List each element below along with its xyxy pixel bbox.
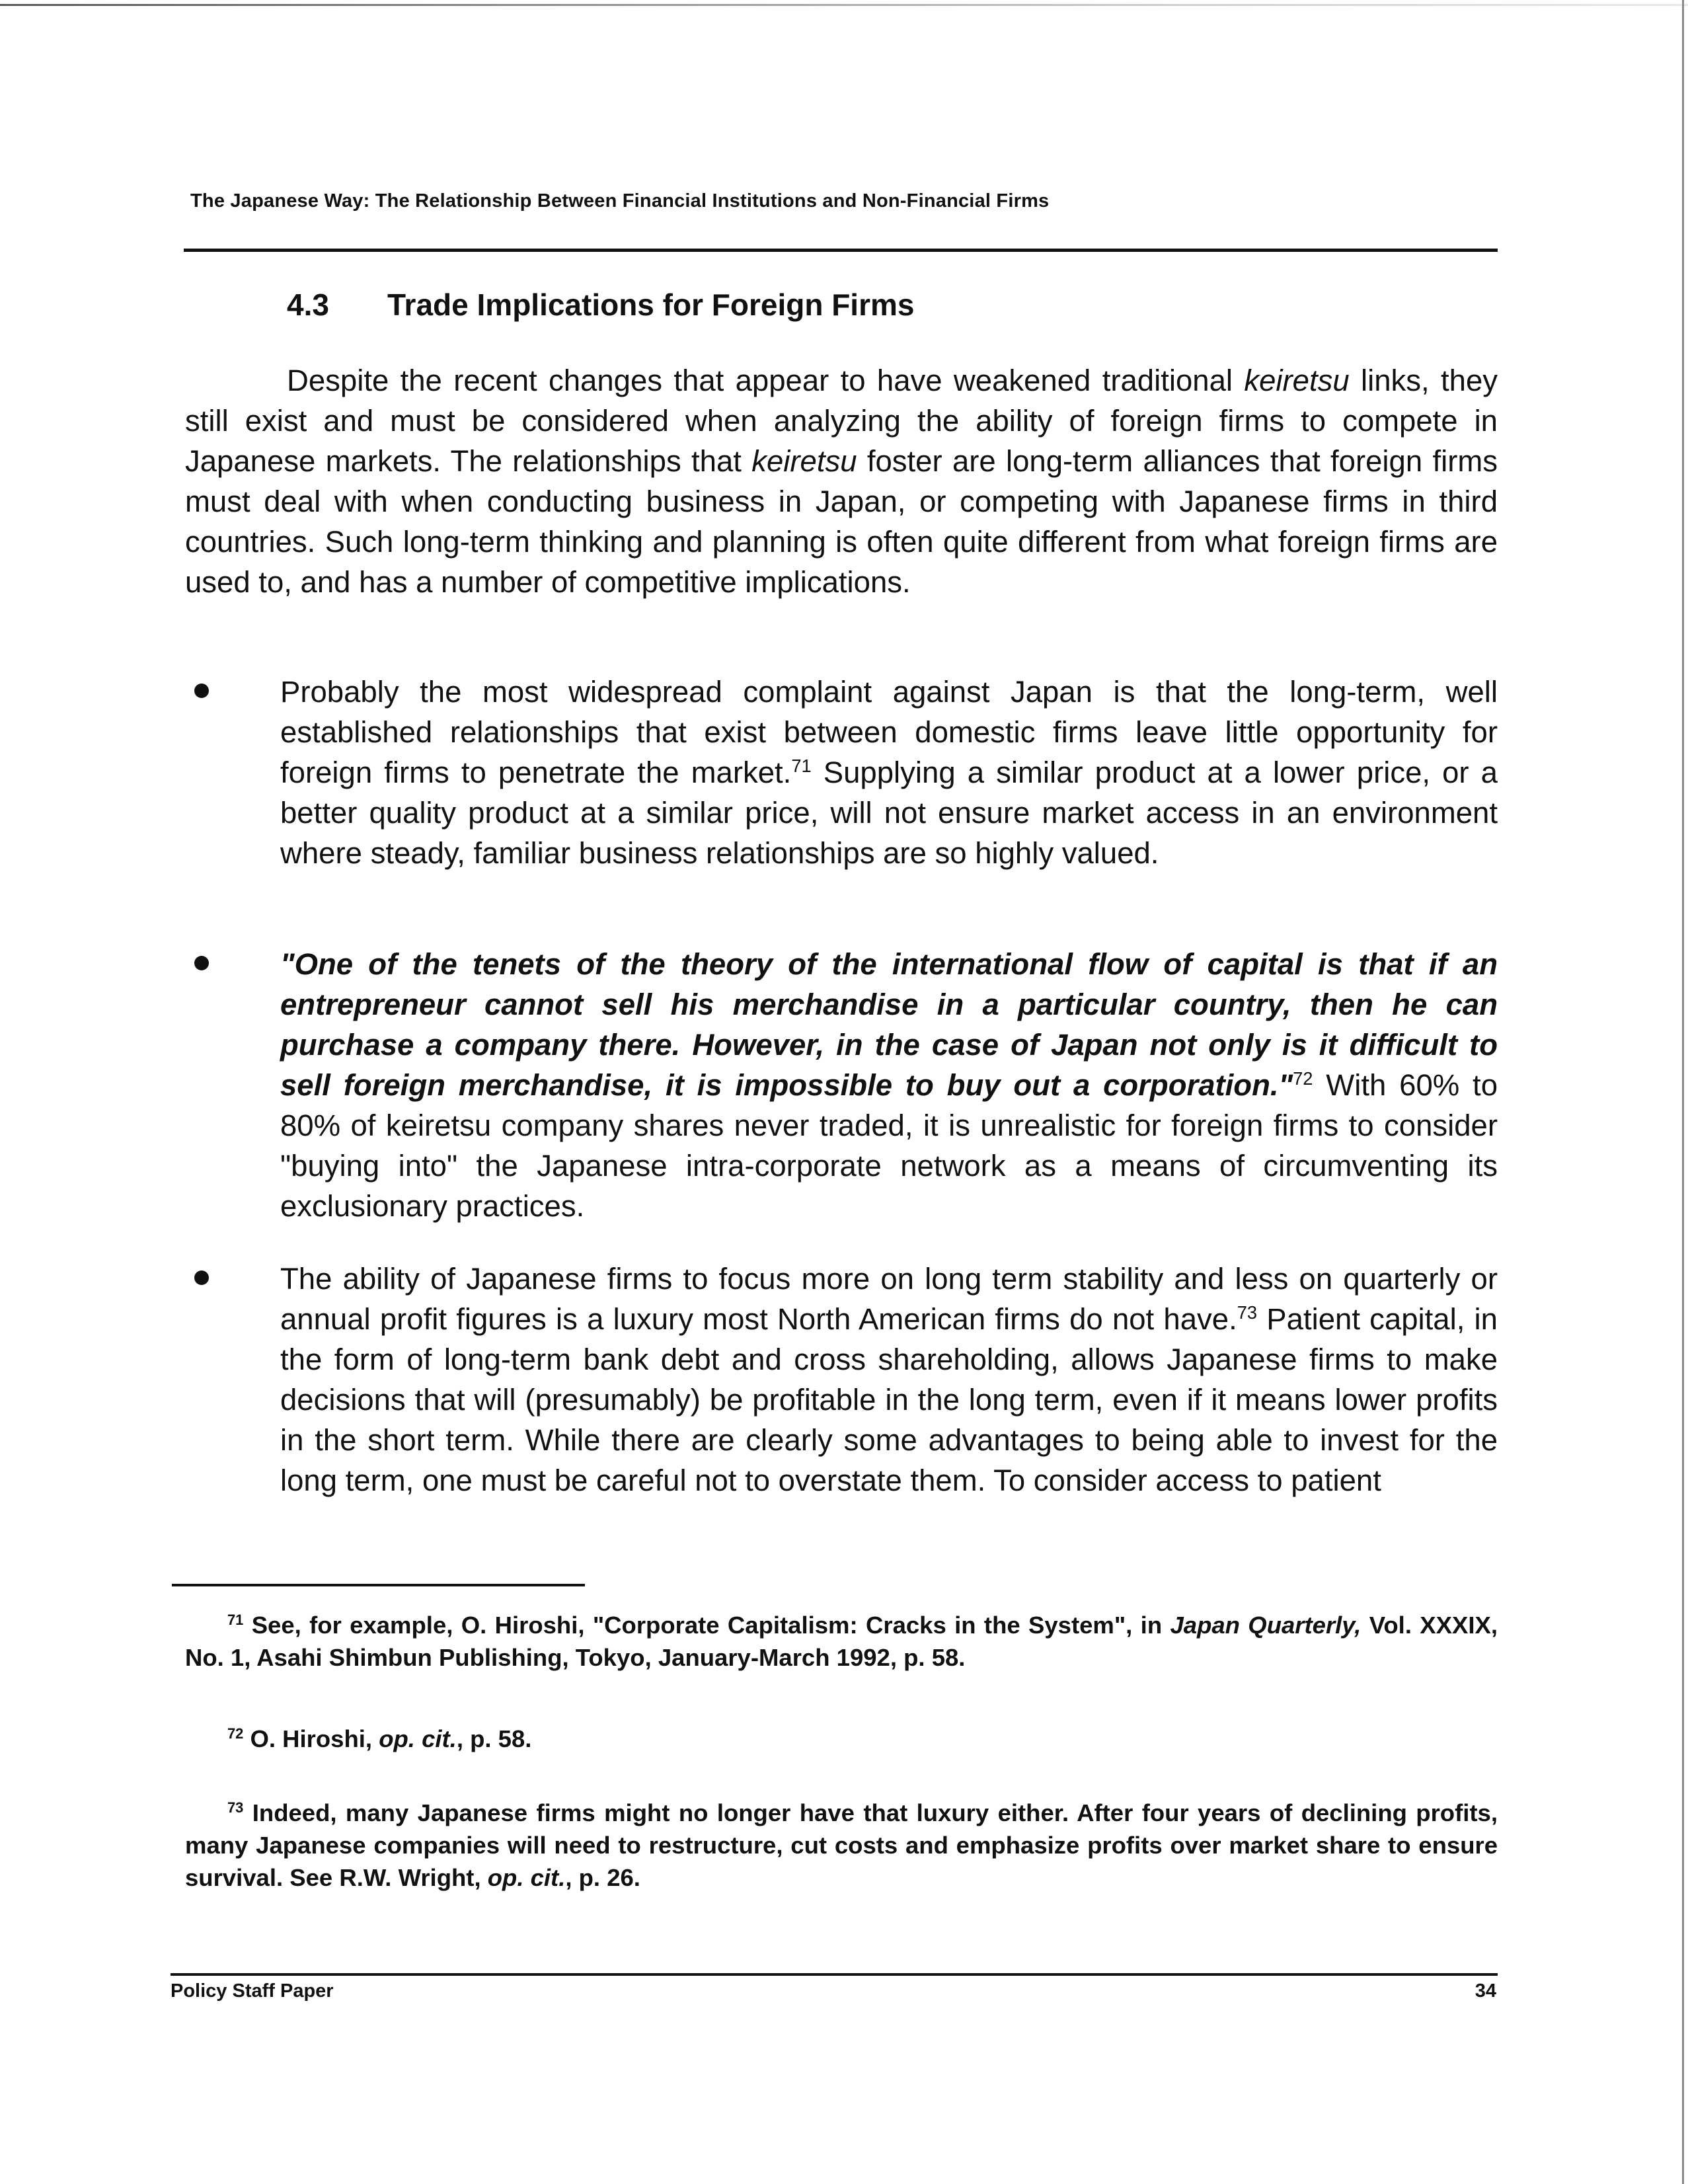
intro-keiretsu-2: keiretsu — [751, 444, 857, 478]
bullet-text-2 — [280, 944, 1498, 1226]
bullet-2-quote: "One of the tenets of the theory of the international flow of capital is that if an entrepreneur cannot sell his merchandise in a particular country, then he can purchase a company there. However, in the case of Japan not only is it difficult to sell foreign merchandise, it is impossible to buy out a corporation." — [280, 947, 1498, 1102]
footnote-number: 72 — [227, 1725, 244, 1742]
bullet-text-3 — [280, 1259, 1498, 1501]
footnote-72 — [185, 1723, 1498, 1755]
footnote-number: 73 — [227, 1799, 244, 1816]
footnote-separator — [172, 1584, 585, 1586]
footnote-71-text-a: See, for example, O. Hiroshi, "Corporate Capitalism: Cracks in the System", in — [243, 1612, 1170, 1639]
bullet-dot-icon — [194, 956, 209, 970]
footnote-72-opcit: op. cit. — [379, 1725, 457, 1752]
bullet-1-text-b: Supplying a similar product at a lower price, or a better quality product at a similar price, will not ensure market access in an environment where steady, familiar business relationships are so highly valued. — [280, 756, 1498, 870]
footnote-73 — [185, 1797, 1498, 1894]
scan-edge-top — [0, 4, 1688, 6]
section-title: Trade Implications for Foreign Firms — [387, 288, 915, 322]
bullet-dot-icon — [194, 1270, 209, 1285]
intro-text-1: Despite the recent changes that appear to have weakened traditional — [287, 364, 1245, 397]
bullet-1-text-a: Probably the most widespread complaint against Japan is that the long-term, well established relationships that exist between domestic firms leave little opportunity for foreign firms to penetrate the market. — [280, 675, 1498, 789]
section-number: 4.3 — [287, 288, 329, 322]
footer-publication: Policy Staff Paper — [171, 1980, 334, 2002]
footnote-ref-73: 73 — [1237, 1302, 1258, 1323]
footnote-71-text-b: Vol. XXXIX, No. 1, Asahi Shimbun Publishing, Tokyo, January-March 1992, p. 58. — [185, 1612, 1498, 1671]
footnote-72-text-b: , p. 58. — [456, 1725, 532, 1752]
page-number: 34 — [1475, 1980, 1496, 2002]
bullet-text-1 — [280, 672, 1498, 873]
intro-keiretsu-1: keiretsu — [1244, 364, 1350, 397]
footnote-73-text-b: , p. 26. — [565, 1864, 640, 1891]
footnote-73-opcit: op. cit. — [487, 1864, 566, 1891]
footnote-73-text-a: Indeed, many Japanese firms might no longer have that luxury either. After four years of declining profits, many Japanese companies will need to restructure, cut costs and emphasize profits over market share to ensure survival. See R.W. Wright, — [185, 1799, 1498, 1891]
footer-rule — [171, 1973, 1498, 1976]
section-heading — [287, 287, 914, 323]
header-rule — [184, 249, 1498, 252]
footnote-ref-71: 71 — [791, 755, 812, 776]
footnote-number: 71 — [227, 1611, 244, 1628]
intro-text-2: links, they still exist and must be considered when analyzing the ability of foreign firms to compete in Japanese markets. The relationships that — [185, 364, 1498, 478]
bullet-3-text-a: The ability of Japanese firms to focus more on long term stability and less on quarterly or annual profit figures is a luxury most North American firms do not have. — [280, 1262, 1498, 1336]
bullet-2-text: With 60% to 80% of keiretsu company shares never traded, it is unrealistic for foreign firms to consider "buying into" the Japanese intra-corporate network as a means of circumventing its exclusionary practices. — [280, 1068, 1498, 1223]
bullet-dot-icon — [194, 683, 209, 698]
scan-edge-right — [1682, 0, 1684, 2184]
footnote-71-journal: Japan Quarterly, — [1170, 1612, 1362, 1639]
footnote-ref-72: 72 — [1293, 1068, 1313, 1089]
footnote-72-text-a: O. Hiroshi, — [243, 1725, 379, 1752]
footnote-71 — [185, 1609, 1498, 1674]
bullet-3-text-b: Patient capital, in the form of long-term bank debt and cross shareholding, allows Japanese firms to make decisions that will (presumably) be profitable in the long term, even if it means lower profits in the short term. While there are clearly some advantages to being able to invest for the long term, one must be careful not to overstate them. To consider access to patient — [280, 1302, 1498, 1497]
intro-text-3: foster are long-term alliances that foreign firms must deal with when conducting business in Japan, or competing with Japanese firms in third countries. Such long-term thinking and planning is often quite different from what foreign firms are used to, and has a number of competitive implications. — [185, 444, 1498, 599]
intro-paragraph — [185, 360, 1498, 602]
running-header: The Japanese Way: The Relationship Between Financial Institutions and Non-Financial Firms — [190, 190, 1050, 212]
